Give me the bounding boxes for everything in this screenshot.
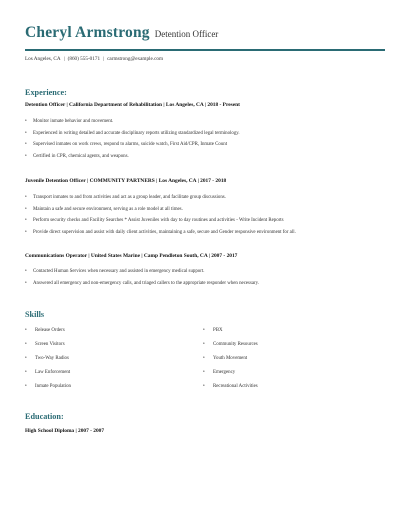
contact-phone: (860) 555-0171 [67, 56, 101, 62]
job-heading-2: Juvenile Detention Officer | COMMUNITY PARTNERS | Los Angeles, CA | 2017 - 2018 [25, 178, 227, 184]
job-1-bullets [25, 116, 240, 162]
contact-location: Los Angeles, CA [25, 56, 61, 62]
list-item: • Perform security checks and Facility Searches * Assist Juveniles with day to day routines and activities - Write Incident Reports [25, 215, 296, 227]
skill-item: • Inmate Population [25, 380, 71, 394]
skill-item: • Community Resources [203, 338, 258, 352]
skill-item: • Two-Way Radios [25, 352, 71, 366]
list-item: • Answered all emergency and non-emergency calls, and triaged callers to the appropriate responder when necessary. [25, 278, 259, 290]
skills-right-column [203, 324, 258, 394]
candidate-title: Detention Officer [154, 29, 219, 39]
contact-email[interactable]: carmstrong@example.com [107, 56, 164, 62]
education-entry: High School Diploma | 2007 - 2007 [25, 428, 105, 434]
list-item: • Supervised inmates on work crews, respond to alarms, suicide watch, First Aid/CPR, Inmate Count [25, 139, 240, 151]
header-divider [25, 49, 385, 51]
job-2-bullets [25, 192, 296, 238]
job-heading-1: Detention Officer | California Department of Rehabilitation | Los Angeles, CA | 2018 - Present [25, 102, 240, 108]
resume-header [25, 24, 385, 42]
contact-separator: | [63, 56, 65, 62]
skills-heading: Skills [25, 310, 45, 319]
skills-left-column [25, 324, 71, 394]
list-item: • Contacted Human Services when necessary and assisted in emergency medical support. [25, 266, 259, 278]
candidate-name: Cheryl Armstrong [25, 24, 150, 41]
list-item: • Experienced in writing detailed and accurate disciplinary reports utilizing standardized legal terminology. [25, 128, 240, 140]
list-item: • Transport inmates to and from activities and act as a group leader, and facilitate group discussions. [25, 192, 296, 204]
education-heading: Education: [25, 412, 64, 421]
list-item: • Certified in CPR, chemical agents, and weapons. [25, 151, 240, 163]
contact-line [25, 56, 163, 62]
list-item: • Provide direct supervision and assist with daily client activities, maintaining a safe, secure and Gender responsive environment for all. [25, 227, 296, 239]
skill-item: • Screen Visitors [25, 338, 71, 352]
skill-item: • Youth Movement [203, 352, 258, 366]
skill-item: • Law Enforcement [25, 366, 71, 380]
skill-item: • Release Orders [25, 324, 71, 338]
experience-heading: Experience: [25, 88, 67, 97]
skill-item: • Recreational Activities [203, 380, 258, 394]
job-3-bullets [25, 266, 259, 289]
job-heading-3: Communications Operator | United States Marine | Camp Pendleton South, CA | 2007 - 2017 [25, 253, 238, 259]
contact-separator: | [103, 56, 105, 62]
skill-item: • PBX [203, 324, 258, 338]
skill-item: • Emergency [203, 366, 258, 380]
name-line [25, 24, 385, 42]
list-item: • Monitor inmate behavior and movement. [25, 116, 240, 128]
list-item: • Maintain a safe and secure environment, serving as a role model at all times. [25, 204, 296, 216]
